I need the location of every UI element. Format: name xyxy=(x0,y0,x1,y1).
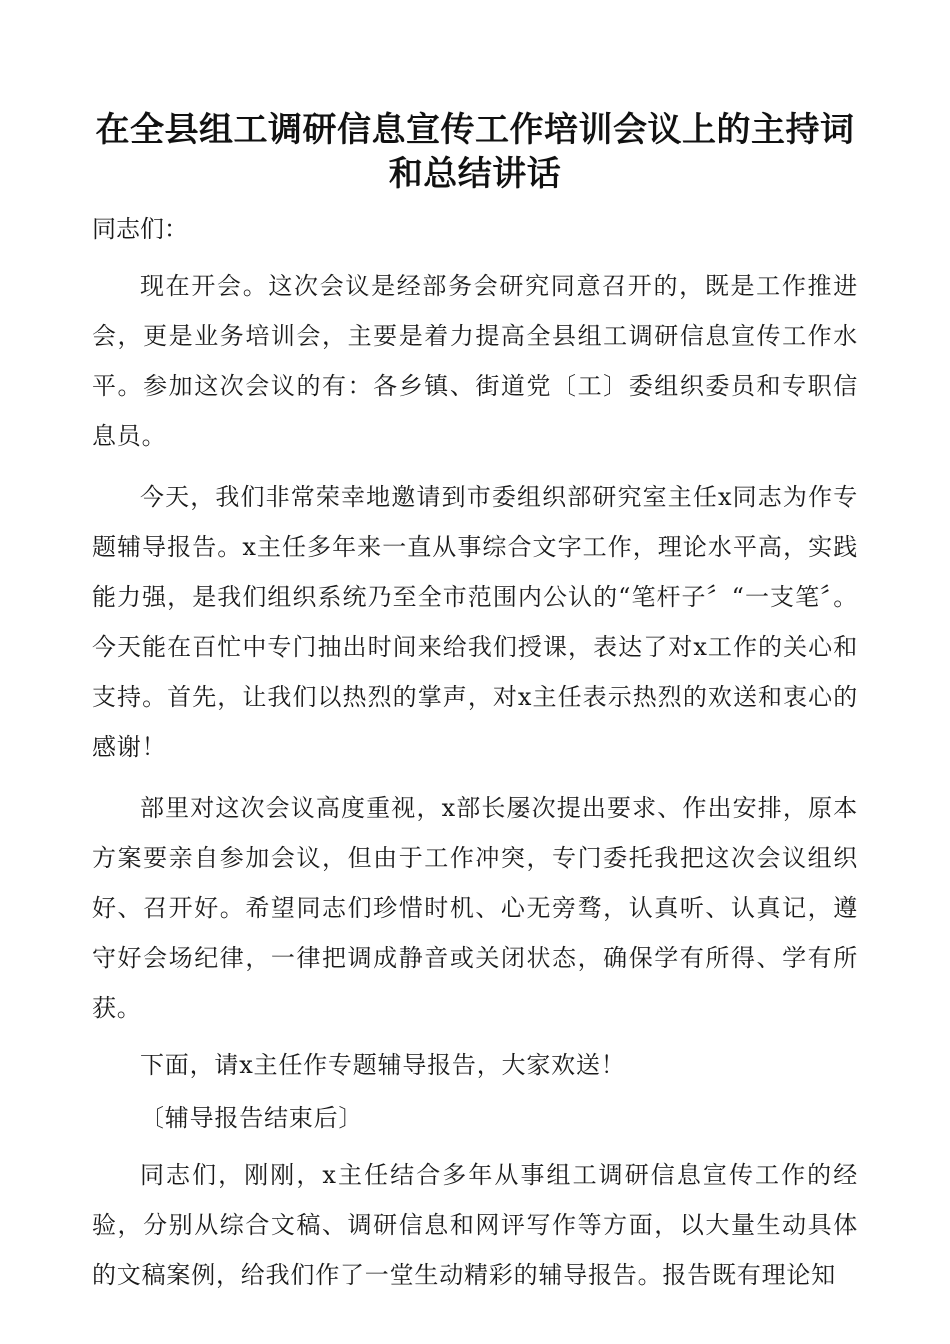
document-title: 在全县组工调研信息宣传工作培训会议上的主持词和总结讲话 xyxy=(95,110,855,194)
paragraph-meeting-requirements: 部里对这次会议高度重视，x部长屡次提出要求、作出安排，原本方案要亲自参加会议，但由于工作冲突，专门委托我把这次会议组织好、召开好。希望同志们珍惜时机、心无旁骛，认真听、认真记，遵守好会场纪律，一律把调成静音或关闭状态，确保学有所得、学有所获。 xyxy=(92,794,858,1022)
paragraph-stage-note: 〔辅导报告结束后〕 xyxy=(140,1104,364,1132)
paragraph-invite-report: 下面，请x主任作专题辅导报告，大家欢送！ xyxy=(140,1051,626,1079)
paragraph-opening: 现在开会。这次会议是经部务会研究同意召开的，既是工作推进会，更是业务培训会，主要是着力提高全县组工调研信息宣传工作水平。参加这次会议的有：各乡镇、街道党〔工〕委组织委员和专职信息员。 xyxy=(92,272,858,450)
paragraph-introduce-speaker: 今天，我们非常荣幸地邀请到市委组织部研究室主任x同志为作专题辅导报告。x主任多年来一直从事综合文字工作，理论水平高，实践能力强，是我们组织系统乃至全市范围内公认的“笔杆子〞“一支笔〞。今天能在百忙中专门抽出时间来给我们授课，表达了对x工作的关心和支持。首先，让我们以热烈的掌声，对x主任表示热烈的欢送和衷心的感谢！ xyxy=(92,483,858,761)
document-page xyxy=(92,108,858,1300)
salutation: 同志们： xyxy=(92,215,188,243)
paragraph-summary: 同志们，刚刚，x主任结合多年从事组工调研信息宣传工作的经验，分别从综合文稿、调研信息和网评写作等方面，以大量生动具体的文稿案例，给我们作了一堂生动精彩的辅导报告。报告既有理论知 xyxy=(92,1161,858,1289)
